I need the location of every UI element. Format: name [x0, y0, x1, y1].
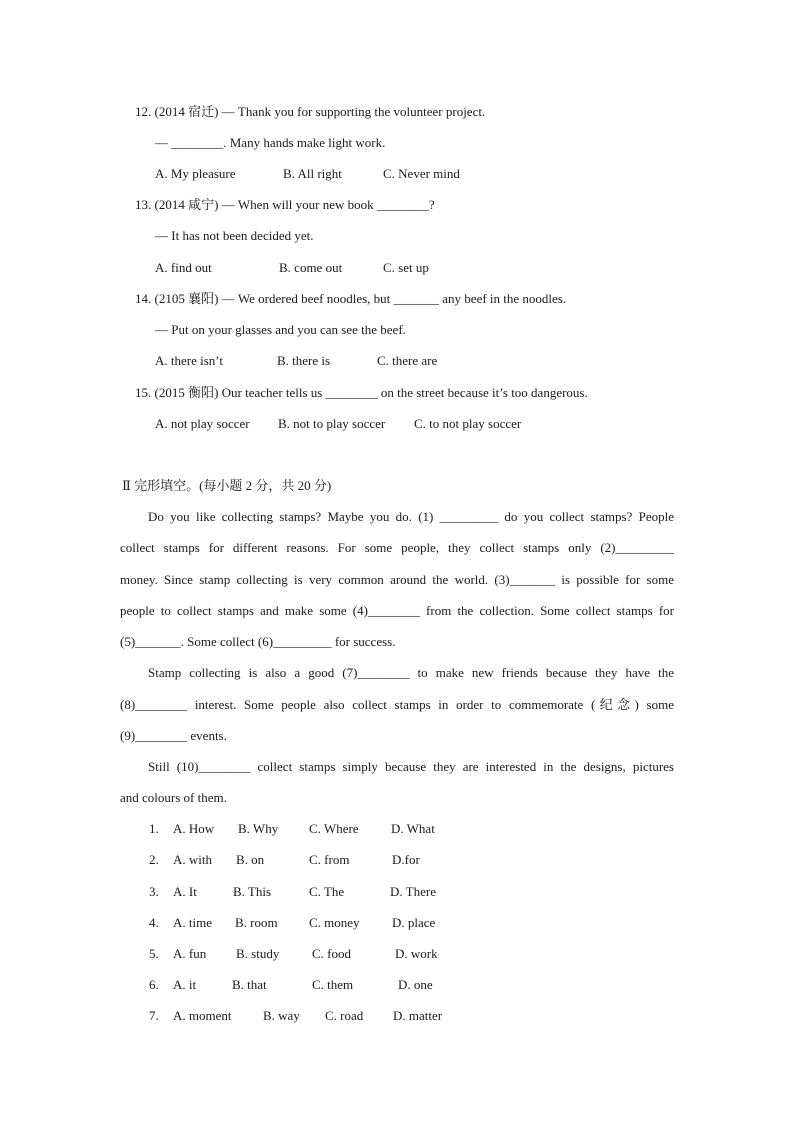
q13-option-a: A. find out — [155, 260, 212, 275]
choice-option: C. Where — [309, 821, 359, 836]
passage-line-4: people to collect stamps and make some (4)________ from the collection. Some collect stamps for — [120, 603, 674, 618]
choice-option: D. matter — [393, 1008, 443, 1023]
choice-option: C. them — [312, 977, 354, 992]
passage-line-1: Do you like collecting stamps? Maybe you do. (1) _________ do you collect stamps? People — [148, 509, 674, 524]
passage-line-6: Stamp collecting is also a good (7)________ to make new friends because they have the — [148, 665, 674, 680]
choice-option: D. place — [392, 915, 436, 930]
choice-option: B. way — [263, 1008, 300, 1023]
choice-number: 5. — [149, 946, 159, 961]
choice-number: 2. — [149, 852, 159, 867]
choice-option: A. fun — [173, 946, 207, 961]
q15-option-b: B. not to play soccer — [278, 416, 386, 431]
choice-option: B. that — [232, 977, 267, 992]
q12-option-a: A. My pleasure — [155, 166, 236, 181]
passage-line-9: Still (10)________ collect stamps simply because they are interested in the designs, pictures — [148, 759, 674, 774]
passage-line-5: (5)_______. Some collect (6)_________ for success. — [120, 634, 396, 649]
choice-number: 3. — [149, 884, 159, 899]
q15-option-a: A. not play soccer — [155, 416, 250, 431]
q14-stem: 14. (2105 襄阳) — We ordered beef noodles, but _______ any beef in the noodles. — [135, 291, 567, 306]
q12-reply: — ________. Many hands make light work. — [155, 135, 386, 150]
passage-line-8: (9)________ events. — [120, 728, 227, 743]
q13-option-c: C. set up — [383, 260, 429, 275]
choice-option: C. money — [309, 915, 360, 930]
choice-option: C. from — [309, 852, 350, 867]
passage-line-2: collect stamps for different reasons. For some people, they collect stamps only (2)_________ — [120, 540, 674, 555]
choice-option: D. one — [398, 977, 433, 992]
section-heading: Ⅱ 完形填空。(每小题 2 分，共 20 分) — [122, 478, 332, 493]
choice-option: A. It — [173, 884, 197, 899]
choice-option: D.for — [392, 852, 420, 867]
q14-option-b: B. there is — [277, 353, 331, 368]
choice-option: A. How — [173, 821, 215, 836]
choice-option: A. time — [173, 915, 212, 930]
q12-option-c: C. Never mind — [383, 166, 460, 181]
choice-option: B. This — [233, 884, 272, 899]
choice-option: B. room — [235, 915, 278, 930]
q14-option-c: C. there are — [377, 353, 438, 368]
q13-reply: — It has not been decided yet. — [155, 228, 314, 243]
q12-option-b: B. All right — [283, 166, 342, 181]
passage-line-10: and colours of them. — [120, 790, 227, 805]
choice-option: B. Why — [238, 821, 279, 836]
choice-number: 1. — [149, 821, 159, 836]
choice-option: A. it — [173, 977, 197, 992]
choice-option: C. road — [325, 1008, 364, 1023]
q15-option-c: C. to not play soccer — [414, 416, 522, 431]
choice-option: D. work — [395, 946, 438, 961]
passage-line-7: (8)________ interest. Some people also collect stamps in order to commemorate (纪念) some — [120, 697, 674, 712]
choice-option: A. moment — [173, 1008, 232, 1023]
choice-number: 6. — [149, 977, 159, 992]
choice-option: C. The — [309, 884, 345, 899]
q14-reply: — Put on your glasses and you can see the beef. — [155, 322, 406, 337]
choice-option: A. with — [173, 852, 212, 867]
passage-line-3: money. Since stamp collecting is very common around the world. (3)_______ is possible for some — [120, 572, 674, 587]
q15-stem: 15. (2015 衡阳) Our teacher tells us ________ on the street because it’s too dangerous. — [135, 385, 588, 400]
choice-option: B. on — [236, 852, 265, 867]
q13-stem: 13. (2014 咸宁) — When will your new book ________? — [135, 197, 435, 212]
choice-option: D. What — [391, 821, 435, 836]
q13-option-b: B. come out — [279, 260, 343, 275]
choice-option: C. food — [312, 946, 351, 961]
q12-stem: 12. (2014 宿迁) — Thank you for supporting the volunteer project. — [135, 104, 486, 119]
choice-number: 7. — [149, 1008, 159, 1023]
q14-option-a: A. there isn’t — [155, 353, 223, 368]
choice-option: D. There — [390, 884, 436, 899]
choice-option: B. study — [236, 946, 280, 961]
choice-number: 4. — [149, 915, 159, 930]
